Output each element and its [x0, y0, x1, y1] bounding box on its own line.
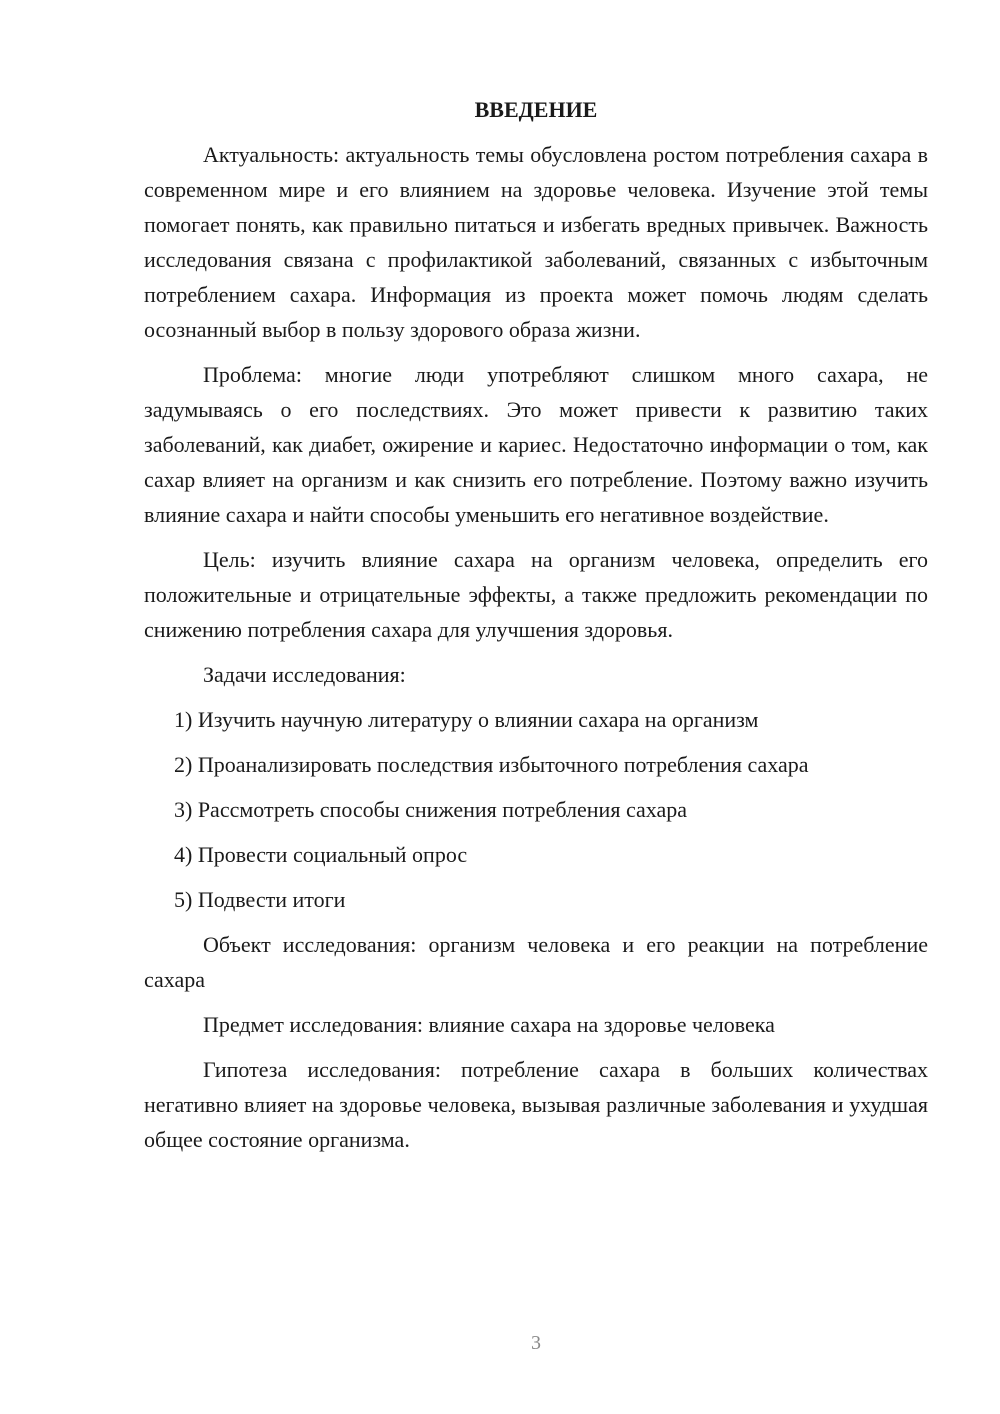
document-page — [144, 92, 928, 1167]
paragraph-hypothesis: Гипотеза исследования: потребление сахара в больших количествах негативно влияет на здоровье человека, вызывая различные заболевания и ухудшая общее состояние организма. — [144, 1057, 928, 1152]
paragraph-relevance: Актуальность: актуальность темы обусловлена ростом потребления сахара в современном мире и его влиянием на здоровье человека. Изучение этой темы помогает понять, как правильно питаться и избегать вредных привычек. Важность исследования связана с профилактикой заболеваний, связанных с избыточным потреблением сахара. Информация из проекта может помочь людям сделать осознанный выбор в пользу здорового образа жизни. — [144, 142, 928, 342]
paragraph-object: Объект исследования: организм человека и его реакции на потребление сахара — [144, 932, 928, 992]
tasks-list — [144, 702, 928, 917]
list-item: 4) Провести социальный опрос — [174, 842, 468, 867]
paragraph-problem: Проблема: многие люди употребляют слишком много сахара, не задумываясь о его последствиях. Это может привести к развитию таких заболеваний, как диабет, ожирение и кариес. Недостаточно информации о том, как сахар влияет на организм и как снизить его потребление. Поэтому важно изучить влияние сахара и найти способы уменьшить его негативное воздействие. — [144, 362, 928, 527]
list-item: 1) Изучить научную литературу о влиянии сахара на организм — [174, 707, 759, 732]
page-title: ВВЕДЕНИЕ — [474, 97, 598, 122]
list-item: 5) Подвести итоги — [174, 887, 346, 912]
paragraph-subject: Предмет исследования: влияние сахара на здоровье человека — [203, 1012, 775, 1037]
list-item: 2) Проанализировать последствия избыточного потребления сахара — [174, 752, 809, 777]
tasks-heading: Задачи исследования: — [203, 662, 406, 687]
page-number: 3 — [531, 1332, 541, 1354]
list-item: 3) Рассмотреть способы снижения потребления сахара — [174, 797, 687, 822]
paragraph-goal: Цель: изучить влияние сахара на организм человека, определить его положительные и отрицательные эффекты, а также предложить рекомендации по снижению потребления сахара для улучшения здоровья. — [144, 547, 928, 642]
